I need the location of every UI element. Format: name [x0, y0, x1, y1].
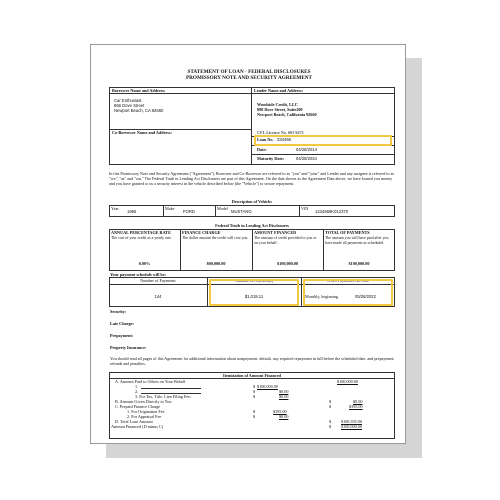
apr-title: ANNUAL PERCENTAGE RATE — [111, 230, 171, 235]
vehicle-div1 — [163, 205, 164, 217]
itemization-row-label: 2. For Appraisal Fee — [127, 414, 162, 419]
amount-financed-value: $100,000.00 — [277, 261, 298, 266]
itemization-row-label: 1. For Origination Fee — [127, 409, 165, 414]
dollar-sign: $ — [253, 414, 256, 419]
itemization-row-label: C. Prepaid Finance Charge — [115, 404, 161, 409]
itemization-row-label: Amount Financed (D minus C) — [111, 424, 164, 429]
tila-header: Federal Truth in Lending Act Disclosures — [215, 223, 289, 228]
itemization-row-total: $0.00 — [353, 399, 363, 404]
date-line — [251, 154, 395, 155]
apr-desc: The cost of your credit as a yearly rate. — [111, 236, 172, 240]
coborrower-header: Co-Borrower Name and Address: — [112, 130, 172, 135]
itemization-row-total: $100,395.00 — [341, 419, 362, 424]
maturity-value: 04/28/2034 — [296, 156, 317, 161]
itemization-row-sub: $0.00 — [279, 414, 289, 419]
footer-paragraph: You should read all pages of this Agreement for additional information about nonpayment, default, any required repayment in full before the scheduled date, and prepayment refunds and penalties. — [110, 356, 394, 367]
date-value: 04/28/2014 — [296, 147, 317, 152]
amount-financed-title: AMOUNT FINANCED — [254, 230, 297, 235]
vehicle-header: Description of Vehicle: — [231, 199, 273, 204]
dollar-sign: $ — [329, 424, 332, 429]
borrower-street: 866 Dove Street — [114, 103, 145, 108]
vehicle-vin-value: 1234566K012370 — [315, 209, 349, 214]
vehicle-make-value: FORD — [183, 209, 195, 214]
lender-street: 890 Dove Street, Suite200 — [257, 107, 303, 112]
date-label: Date: — [257, 147, 267, 152]
itemization-row-label: B. Amount Given Directly to You — [115, 399, 172, 404]
schedule-number-value: 144 — [154, 294, 162, 299]
dollar-sign: $ — [253, 409, 256, 414]
property-insurance-label: Property Insurance: — [110, 345, 147, 350]
dollar-sign: $ — [329, 404, 332, 409]
intro-paragraph: In this Promissory Note and Security Agreement ("Agreement"), Borrower and Co-Borrower are referred to as "you" and "your" and Lender and any assignee is referred to as "we," "us" and "our." The Federal Truth in Lending Act Disclosures are part of this Agreement. On the date shown as the Agreement Date above, we have loaned you money and you have granted to us a security interest in the vehicle described below (the "Vehicle") to secure repayment. — [109, 171, 395, 187]
vehicle-year-label: Year — [111, 206, 119, 211]
dollar-sign: $ — [329, 419, 332, 424]
vehicle-make-label: Make — [165, 206, 175, 211]
when-highlight — [303, 279, 393, 306]
schedule-col-number: Number of Payments — [140, 278, 176, 283]
prepayment-label: Prepayment: — [110, 333, 134, 338]
itemization-row-sub: $395.00 — [273, 409, 287, 414]
lender-city: Newport Beach, California 92660 — [257, 112, 317, 117]
itemization-row-label: 2. — [135, 389, 139, 394]
schedule-when-prefix: Monthly, beginning — [305, 294, 338, 299]
vehicle-div2 — [215, 205, 216, 217]
lender-name: Woodside Credit, LLC — [257, 102, 298, 107]
dollar-sign: $ — [329, 399, 332, 404]
itemization-row-total: $100,000.00 — [341, 424, 362, 429]
schedule-col-when: When Payments Are Due — [326, 278, 370, 283]
finance-desc: The dollar amount the credit will cost you. — [182, 236, 249, 240]
itemization-blank-line — [141, 388, 201, 389]
itemization-row-label: 1. — [135, 384, 139, 389]
parties-header-line — [109, 93, 395, 94]
vehicle-vin-label: VIN — [301, 206, 309, 211]
itemization-header: Itemization of Amount Financed — [222, 373, 282, 378]
apr-value: 0.00% — [138, 261, 151, 266]
amount-financed-desc: The amount of credit provided to you or on your behalf. — [254, 236, 317, 245]
itemization-row-label: D. Total Loan Amount — [115, 419, 153, 424]
schedule-when-date: 05/28/2022 — [355, 294, 376, 299]
lender-header: Lender Name and Address: — [254, 88, 304, 93]
dollar-sign: $ — [253, 394, 256, 399]
schedule-col-amount: Amount of Payment(s) — [234, 278, 274, 283]
schedule-header: Your payment schedule will be: — [110, 272, 166, 277]
vehicle-div3 — [299, 205, 300, 217]
loan-no-value: 334456 — [277, 137, 291, 142]
schedule-amount-value: $1,019.11 — [244, 294, 264, 299]
document-title-line1: STATEMENT OF LOAN · FEDERAL DISCLOSURES — [187, 69, 311, 75]
itemization-row-total: $395.00 — [349, 404, 363, 409]
late-charge-label: Late Charge: — [110, 321, 134, 326]
finance-title: FINANCE CHARGE — [182, 230, 221, 235]
document-title-line2: PROMISSORY NOTE AND SECURITY AGREEMENT — [186, 75, 312, 81]
borrower-header: Borrower Name and Address: — [112, 88, 166, 93]
document-page — [90, 44, 406, 444]
total-payments-title: TOTAL OF PAYMENTS — [325, 230, 370, 235]
cfl-license: CFL License No. 603 9472 — [257, 130, 304, 135]
borrower-name: Car Enthusiast — [114, 98, 142, 103]
itemization-row-total: $100,000.00 — [337, 379, 358, 384]
vehicle-model-value: MUSTANG — [231, 209, 252, 214]
borrower-city: Newport Beach, CA 92660 — [114, 108, 164, 113]
dollar-sign: $ — [253, 384, 256, 389]
finance-value: $00,000.00 — [206, 261, 226, 266]
vehicle-model-label: Model — [217, 206, 228, 211]
dollar-sign: $ — [253, 389, 256, 394]
amount-highlight — [209, 279, 299, 306]
itemization-row-label: A. Amount Paid to Others on Your Behalf — [115, 379, 186, 384]
total-payments-desc: The amount you will have paid after you have made all payments as scheduled. — [325, 236, 389, 245]
itemization-row-sub: $100,000.00 — [257, 384, 278, 389]
loan-no-highlight — [254, 135, 392, 146]
itemization-row-label: 3. For Tax, Title, Lien Filing Fee: — [135, 394, 192, 399]
maturity-label: Maturity Date: — [257, 156, 285, 161]
itemization-row-sub: $0.00 — [279, 394, 289, 399]
total-payments-value: $100,000.00 — [348, 261, 370, 266]
loan-no-label: Loan No. — [257, 137, 274, 142]
vehicle-box — [109, 205, 395, 217]
security-label: Security: — [110, 309, 127, 314]
itemization-row-sub: $0.00 — [279, 389, 289, 394]
vehicle-year-value: 1965 — [127, 209, 137, 214]
